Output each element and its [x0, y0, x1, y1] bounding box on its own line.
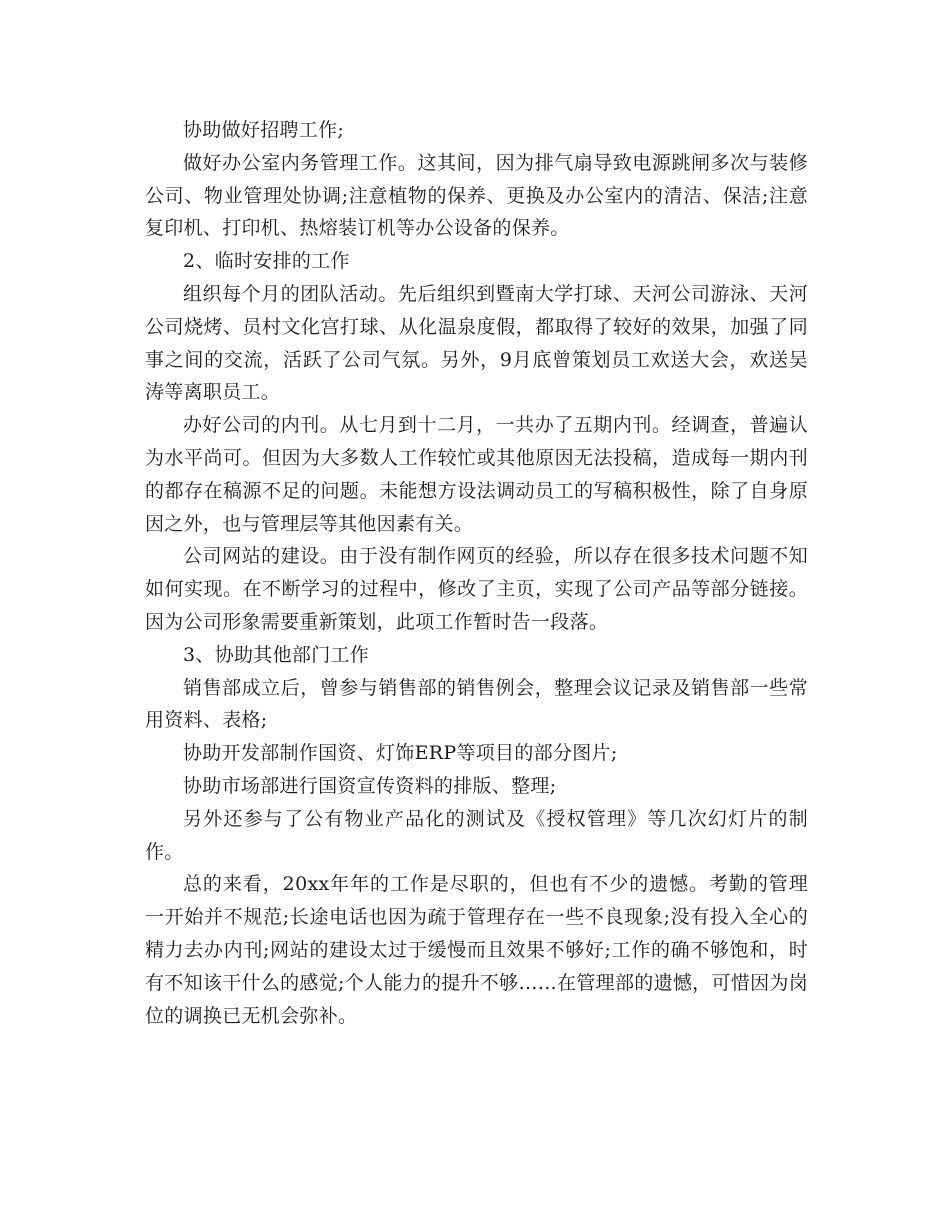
paragraph: 协助市场部进行国资宣传资料的排版、整理;	[183, 774, 557, 797]
paragraph: 办好公司的内刊。从七月到十二月，一共办了五期内刊。经调查，普遍认为水平尚可。但因为大多数人工作较忙或其他原因无法投稿，造成每一期内刊的都存在稿源不足的问题。未能想方设法调动员工的写稿积极性，除了自身原因之外，也与管理层等其他因素有关。	[145, 414, 808, 535]
section-heading: 3、协助其他部门工作	[183, 643, 370, 666]
paragraph: 协助开发部制作国资、灯饰ERP等项目的部分图片;	[183, 742, 618, 765]
paragraph: 公司网站的建设。由于没有制作网页的经验，所以存在很多技术问题不知如何实现。在不断学习的过程中，修改了主页，实现了公司产品等部分链接。因为公司形象需要重新策划，此项工作暂时告一段落。	[145, 545, 808, 633]
paragraph: 销售部成立后，曾参与销售部的销售例会，整理会议记录及销售部一些常用资料、表格;	[145, 676, 808, 732]
paragraph: 协助做好招聘工作;	[183, 119, 345, 141]
section-heading: 2、临时安排的工作	[183, 250, 350, 273]
paragraph: 总的来看，20xx年年的工作是尽职的，但也有不少的遗憾。考勤的管理一开始并不规范;长途电话也因为疏于管理存在一些不良现象;没有投入全心的精力去办内刊;网站的建设太过于缓慢而且效果不够好;工作的确不够饱和，时有不知该干什么的感觉;个人能力的提升不够……在管理部的遗憾，可惜因为岗位的调换已无机会弥补。	[145, 873, 808, 1027]
document-body	[145, 114, 808, 1032]
paragraph: 组织每个月的团队活动。先后组织到暨南大学打球、天河公司游泳、天河公司烧烤、员村文化宫打球、从化温泉度假，都取得了较好的效果，加强了同事之间的交流，活跃了公司气氛。另外，9月底曾策划员工欢送大会，欢送吴涛等离职员工。	[145, 282, 808, 404]
paragraph: 做好办公室内务管理工作。这其间，因为排气扇导致电源跳闸多次与装修公司、物业管理处协调;注意植物的保养、更换及办公室内的清洁、保洁;注意复印机、打印机、热熔装订机等办公设备的保养。	[145, 151, 808, 240]
paragraph: 另外还参与了公有物业产品化的测试及《授权管理》等几次幻灯片的制作。	[145, 807, 808, 863]
